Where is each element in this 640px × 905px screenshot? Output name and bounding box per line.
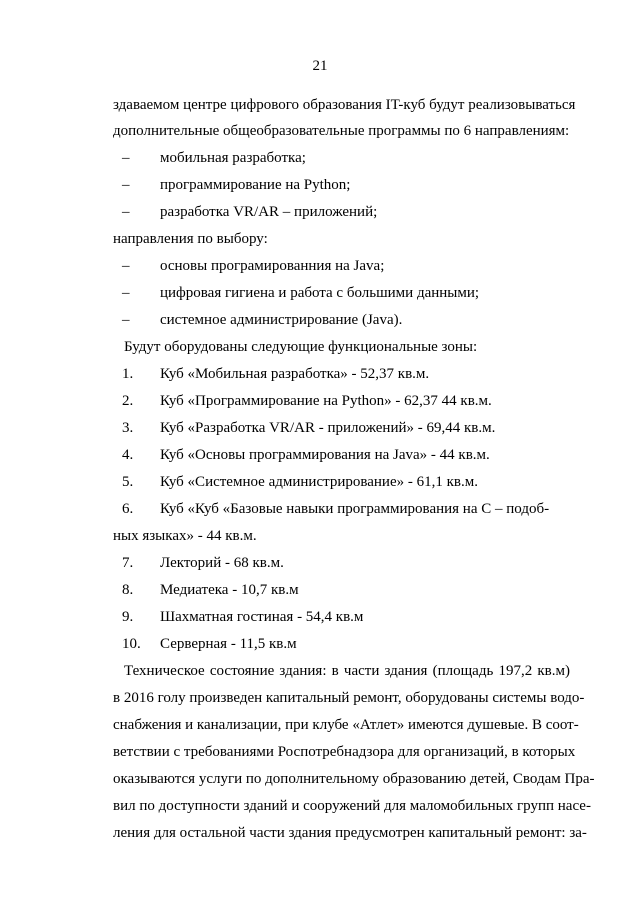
choice-item: основы програмированния на Java; [160, 258, 385, 274]
zone-number: 10. [122, 636, 141, 652]
paragraph-line: вил по доступности зданий и сооружений для маломобильных групп насе- [113, 798, 591, 814]
choice-item: системное администрирование (Java). [160, 312, 403, 328]
zone-item: Куб «Куб «Базовые навыки программирования на С – подоб- [160, 501, 550, 517]
paragraph-line: снабжения и канализации, при клубе «Атлет» имеются душевые. В соот- [113, 717, 579, 733]
paragraph-line: оказываются услуги по дополнительному образованию детей, Сводам Пра- [113, 771, 595, 787]
direction-item: разработка VR/AR – приложений; [160, 204, 378, 220]
choice-heading: направления по выбору: [113, 231, 268, 247]
intro-line: здаваемом центре цифрового образования IT-куб будут реализовываться [113, 97, 576, 113]
direction-item: программирование на Python; [160, 177, 351, 193]
list-marker: – [122, 204, 130, 220]
zone-item: Медиатека - 10,7 кв.м [160, 582, 299, 598]
list-marker: – [122, 285, 130, 301]
zone-item-continuation: ных языках» - 44 кв.м. [113, 528, 257, 544]
zone-number: 5. [122, 474, 134, 490]
zone-item: Шахматная гостиная - 54,4 кв.м [160, 609, 364, 625]
zone-number: 7. [122, 555, 134, 571]
zone-number: 1. [122, 366, 134, 382]
zone-item: Куб «Основы программирования на Java» - 44 кв.м. [160, 447, 490, 463]
intro-line: дополнительные общеобразовательные программы по 6 направлениям: [113, 123, 570, 139]
list-marker: – [122, 177, 130, 193]
zone-number: 3. [122, 420, 134, 436]
zone-number: 9. [122, 609, 134, 625]
zone-item: Куб «Системное администрирование» - 61,1 кв.м. [160, 474, 478, 490]
zones-heading: Будут оборудованы следующие функциональные зоны: [124, 339, 478, 355]
list-marker: – [122, 312, 130, 328]
zone-number: 6. [122, 501, 134, 517]
zone-item: Куб «Мобильная разработка» - 52,37 кв.м. [160, 366, 430, 382]
zone-number: 8. [122, 582, 134, 598]
direction-item: мобильная разработка; [160, 150, 306, 166]
paragraph-line: ления для остальной части здания предусмотрен капитальный ремонт: за- [113, 825, 587, 841]
choice-item: цифровая гигиена и работа с большими данными; [160, 285, 480, 301]
zone-item: Куб «Разработка VR/AR - приложений» - 69,44 кв.м. [160, 420, 496, 436]
zone-item: Серверная - 11,5 кв.м [160, 636, 297, 652]
zone-number: 4. [122, 447, 134, 463]
paragraph-line: ветствии с требованиями Роспотребнадзора для организаций, в которых [113, 744, 576, 760]
zone-item: Лекторий - 68 кв.м. [160, 555, 284, 571]
zone-number: 2. [122, 393, 134, 409]
paragraph-line: Техническое состояние здания: в части здания (площадь 197,2 кв.м) [124, 663, 570, 679]
list-marker: – [122, 258, 130, 274]
zone-item: Куб «Программирование на Python» - 62,37 44 кв.м. [160, 393, 492, 409]
list-marker: – [122, 150, 130, 166]
page-number: 21 [312, 58, 328, 74]
paragraph-line: в 2016 голу произведен капитальный ремонт, оборудованы системы водо- [113, 690, 585, 706]
